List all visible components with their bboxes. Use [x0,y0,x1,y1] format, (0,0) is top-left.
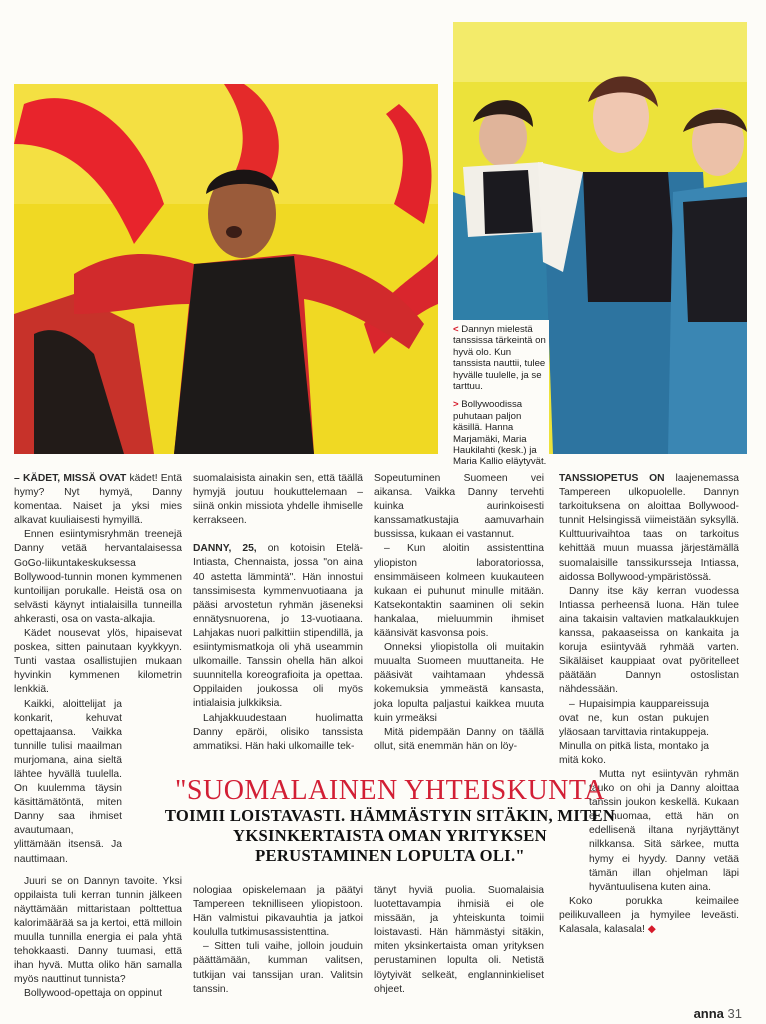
paragraph-text: kädet! Entä hymy? Nyt hymyä, Danny komentaa. Naiset ja yksi mies alkavat kuuliaisesti hymyillä. [14,473,182,527]
paragraph [559,472,739,585]
paragraph: – Kun aloitin assistenttina yliopiston laboratoriossa, ensimmäiseen kolmeen kuukauteen kukaan ei puhunut minulle mitään. Katsekontaktin saaminen oli sekin hankalaa, mieluummin ihmiset käänsivät kasvonsa pois. [374,543,544,640]
photo-captions [453,320,549,468]
lead-in: DANNY, 25, [193,543,257,555]
paragraph: Bollywood-opettaja on oppinut [24,988,162,1000]
lead-in: – KÄDET, MISSÄ OVAT [14,473,127,484]
paragraph-text: Koko porukka keimailee peilikuvalleen ja hymyilee leveästi. Kalasala, kalasala! [559,895,739,935]
pull-quote-line-2: TOIMII LOISTAVASTI. HÄMMÄSTYIN SITÄKIN, MITEN [164,806,616,825]
paragraph: Danny itse käy kerran vuodessa Intiassa perheensä luona. Hän tulee aina takaisin valtavien matkalaukkujen kanssa, pakaaseissa on kankaita ja koruja esiintyvää ryhmää varten. Sikäläiset kauppiaat ovat pyöritelleet päätään Dannyn ostoslistan nähdessään. [559,585,739,696]
paragraph [193,542,363,711]
paragraph: Sopeutuminen Suomeen vei aikansa. Vaikka Danny tervehti kuinka aurinkoisesti kanssamatkustajia aamuvarhain bussissa, kukaan ei vastannut. [374,473,544,541]
paragraph: Mutta nyt esiintyvän ryhmän tauko on ohi ja Danny aloittaa tanssin joukon keskellä. Kukaan ei huomaa, että hän on edellisenä iltana nyrjäyttänyt nilkkansa. Sitä särkee, mutta hymy ei hyydy. Danny vetää tämän illan ohjelman läpi hyväntuulisena kuten aina. [589,768,739,893]
caption-1-text: Dannyn mielestä tanssissa tärkeintä on hyvä olo. Kun tanssista nauttii, tulee hyvälle tuulelle, ja se tarttuu. [453,324,546,393]
paragraph: – Hupaisimpia kauppareissuja ovat ne, kun ostan pukujen yläosaan tarvittavia rintakuppeja. Minulla on pitkä lista, montako ja mitä koko. [559,698,709,766]
paragraph-text: laajenemassa Tampereen ulkopuolelle. Dannyn tarkoituksena on aloittaa Bollywood-tunnit Helsingissä viimeistään syksyllä. Kulttuurivaihtoa taas on tarkoitus kehittää muun muassa järjestämällä suomalaisille tanssikursseja Intiassa, aidossa Bollywood-ympäristössä. [559,473,739,583]
pull-quote-line-1: "SUOMALAINEN YHTEISKUNTA [174,775,605,806]
caption-1 [453,324,549,392]
paragraph: Kaikki, aloittelijat ja konkarit, kehuvat opettajaansa. Vaikka tunnille tulisi maailman murjomana, aina sieltä lähtee hyvällä tuulella. On kuulemma täysin käsittämätöntä, miten Danny saa ihmiset avautumaan, ylittämään itsensä. Ja nauttimaan. [14,698,122,865]
paragraph: Lahjakkuudestaan huolimatta Danny epäröi, olisiko tanssista ammatiksi. Hän haki ulkomaille tek- [193,712,363,752]
pull-quote-line-4: PERUSTAMINEN LOPULTA OLI." [255,846,525,865]
caption-2 [453,399,549,467]
paragraph: Mitä pidempään Danny on täällä ollut, sitä enemmän hän on löy- [374,726,544,752]
paragraph: tänyt hyviä puolia. Suomalaisia luotettavampia ihmisiä ei ole missään, ja yhteiskunta toimii loistavasti. Hän hämmästyi sitäkin, miten yksinkertaista oman yrityksen perustaminen lopulta oli. Netistä löytyivät selkeät, englanninkieliset ohjeet. [374,885,544,995]
photo-danny-dancing [14,84,438,454]
paragraph: Ennen esiintymisryhmän treenejä Danny vetää hervantalaisessa GoGo-liikuntakeskuksessa Bollywood-tunnin monen kymmenen kuntoilijan porukalle. Heistä osa on selvästi käynyt intialaisilla tunneilla ahkerasti, osa on vasta-alkajia. [14,529,182,625]
pull-quote-line-3: YKSINKERTAISTA OMAN YRITYKSEN [233,826,547,845]
lead-in: TANSSIOPETUS ON [559,473,665,484]
end-mark-icon: ◆ [647,924,656,935]
dancer-illustration [14,84,438,454]
paragraph: – Sitten tuli vaihe, jolloin jouduin päättämään, kumman valitsen, tutkijan vai tanssijan uran. Valitsin tanssin. [193,941,363,995]
pull-quote [120,776,660,866]
paragraph: Juuri se on Dannyn tavoite. Yksi oppilaista tuli kerran tunnin jälkeen näyttämään mittaristaan polttettua kalorimäärää sa ja kertoi, että milloin muulla tunnilla energia ei pala yhtä tehokkaasti. Danny tuumasi, että ihan hyvä. Mutta oliko hän samalla myös nauttinut tunnista? [14,875,182,986]
paragraph: suomalaisista ainakin sen, että täällä hymyjä joutuu houkuttelemaan – siinä onkin missiota yhdelle ihmiselle kerrakseen. [193,473,363,527]
paragraph: nologiaa opiskelemaan ja päätyi Tampereen teknilliseen yliopistoon. Hän valmistui pikavauhtia ja jatkoi koululla tutkimusassistenttina. [193,885,363,939]
article-column-1 [14,472,182,1001]
magazine-name: anna [693,1006,724,1021]
page-number: 31 [727,1006,742,1021]
article-column-4 [559,472,739,937]
paragraph: Kädet nousevat ylös, hipaisevat poskea, sitten painutaan kyykkyyn. Tunti vastaa osallistujien mukaan hyvinkin kymmenen kilometrin lenkkiä. [14,628,182,696]
paragraph [559,895,739,937]
caption-arrow-left-icon: < [453,324,459,335]
article-column-2 [193,472,363,995]
paragraph [14,472,182,528]
page-folio [694,1006,742,1021]
caption-2-text: Bollywoodissa puhutaan paljon käsillä. Hanna Marjamäki, Maria Haukilahti (kesk.) ja Maria Kallio eläytyvät. [453,399,547,468]
paragraph: Onneksi yliopistolla oli muitakin muualta Suomeen muuttaneita. He pääsivät vaihtamaan yhdessä kokemuksia ymmeästä kansasta, joka lopulta paljastui kaikkea muuta kuin yrmeäksi [374,642,544,724]
article-column-3 [374,472,544,995]
caption-arrow-right-icon: > [453,399,459,411]
paragraph-text: on kotoisin Etelä-Intiasta, Chennaista, jossa "on aina 40 astetta lämmintä". Hän innostui tanssimisesta kymmenvuotiaana ja pääsi arvostetun ryhmän jäseneksi ennätysnuorena, jo 13-vuotiaana. Lahjakas nuori palkittiin stipendillä, ja esiintymismatkoja oli yhä useammin ulkomaille. Tanssin ohella hän alkoi suunnitella koreografioita ja opettaa. Oppilaiden joukossa oli myös intialaisia julkkiksia. [193,543,363,710]
